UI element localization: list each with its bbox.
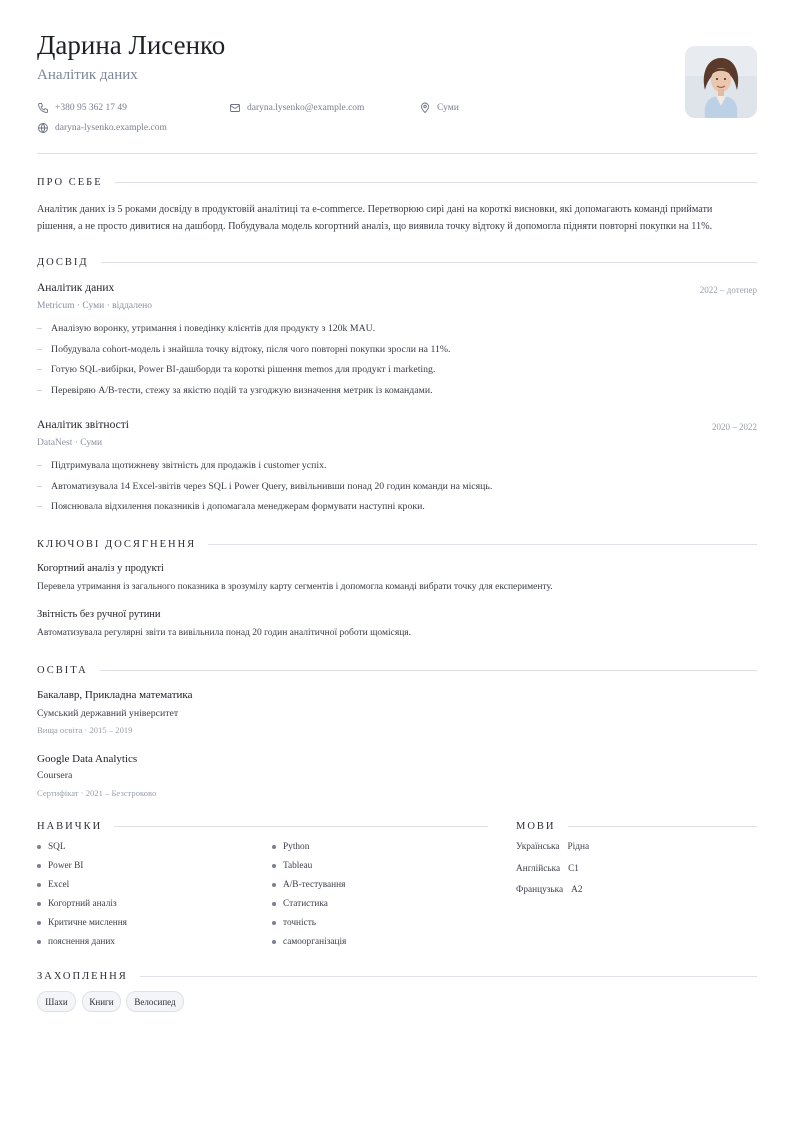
- person-name: Дарина Лисенко: [37, 30, 226, 60]
- job-role: Аналітик даних: [37, 67, 138, 83]
- resume-page: [37, 0, 757, 1007]
- skill-item: пояснення даних: [37, 937, 115, 947]
- profile-photo: [685, 46, 757, 118]
- skill-item: Критичне мислення: [37, 918, 127, 928]
- job-bullet: – Підтримувала щотижневу звітність для продажів і customer успіх.: [37, 460, 327, 471]
- phone-icon: [37, 102, 49, 114]
- summary-line: рішення, а не просто дивитися на дашборд. Побудувала модель когортний аналіз, що виявила точку відтоку й допомогла підняти повторні покупки на 11%.: [37, 220, 713, 232]
- job-bullet: – Пояснювала відхилення показників і допомагала менеджерам формувати наступні кроки.: [37, 501, 425, 512]
- resume-header: [37, 0, 757, 153]
- location-text: Суми: [437, 103, 459, 113]
- contact-phone: [37, 102, 127, 114]
- skill-item: A/B-тестування: [272, 880, 345, 890]
- skill-item: точність: [272, 918, 316, 928]
- achievement-text: Автоматизувала регулярні звіти та вивільнила понад 20 годин аналітичної роботи щомісяця.: [37, 628, 412, 638]
- education-title: Бакалавр, Прикладна математика: [37, 689, 193, 701]
- contact-location: [419, 102, 459, 114]
- section-title-experience: [37, 257, 757, 268]
- section-title-text: МОВИ: [516, 821, 556, 832]
- hobby-chip: Велосипед: [126, 991, 184, 1012]
- website-text: daryna-lysenko.example.com: [55, 123, 167, 133]
- job-bullet: – Готую SQL-вибірки, Power BI-дашборди та короткі рішення memos для продукт і marketing.: [37, 364, 436, 375]
- section-title-text: ПРО СЕБЕ: [37, 177, 103, 188]
- achievement-title: Звітність без ручної рутини: [37, 609, 161, 620]
- phone-text: +380 95 362 17 49: [55, 103, 127, 113]
- job-bullet: – Аналізую воронку, утримання і поведінку клієнтів для продукту з 120k MAU.: [37, 323, 376, 334]
- job-date: 2020 – 2022: [712, 422, 757, 432]
- section-title-text: ЗАХОПЛЕННЯ: [37, 971, 128, 982]
- language-item: Французька A2: [516, 885, 583, 895]
- hobby-chip: Шахи: [37, 991, 76, 1012]
- section-title-text: ДОСВІД: [37, 257, 89, 268]
- mail-icon: [229, 102, 241, 114]
- summary-text: [37, 202, 757, 235]
- section-title-achievements: [37, 539, 757, 550]
- email-text: daryna.lysenko@example.com: [247, 103, 365, 113]
- language-item: Англійська C1: [516, 864, 579, 874]
- job-title: Аналітик звітності: [37, 419, 129, 431]
- job-bullet: – Перевіряю A/B-тести, стежу за якістю подій та узгоджую визначення метрик із командами.: [37, 385, 433, 396]
- skill-item: Tableau: [272, 861, 312, 871]
- job-company: Metricum · Суми · віддалено: [37, 301, 152, 311]
- education-meta: Вища освіта · 2015 – 2019: [37, 725, 133, 735]
- contact-email: [229, 102, 364, 114]
- achievement-text: Перевела утримання із загального показника в зрозумілу карту сегментів і допомогла команді вибрати точку для експерименту.: [37, 582, 553, 592]
- job-date: 2022 – дотепер: [699, 285, 757, 295]
- job-title: Аналітик даних: [37, 282, 115, 294]
- education-title: Google Data Analytics: [37, 753, 138, 765]
- education-meta: Сертифікат · 2021 – Безстроково: [37, 788, 157, 798]
- skill-item: SQL: [37, 842, 66, 852]
- location-pin-icon: [419, 102, 431, 114]
- skill-item: Excel: [37, 880, 69, 890]
- globe-icon: [37, 122, 49, 134]
- section-title-skills: [37, 821, 488, 832]
- summary-line: Аналітик даних із 5 роками досвіду в продуктовій аналітиці та e-commerce. Перетворюю сирі дані на короткі висновки, які допомагають команді приймати: [37, 204, 713, 215]
- section-title-text: НАВИЧКИ: [37, 821, 103, 832]
- section-title-languages: [516, 821, 757, 832]
- job-bullet: – Побудувала cohort-модель і знайшла точку відтоку, після чого повторні покупки зросли на 11%.: [37, 344, 451, 355]
- language-item: Українська Рідна: [516, 842, 590, 852]
- section-title-about: [37, 177, 757, 188]
- skill-item: Python: [272, 842, 309, 852]
- hobby-chip: Книги: [82, 991, 121, 1012]
- skill-item: Статистика: [272, 899, 328, 909]
- achievement-title: Когортний аналіз у продукті: [37, 563, 164, 574]
- job-bullet: – Автоматизувала 14 Excel-звітів через SQL і Power Query, вивільнивши понад 20 годин команди на місяць.: [37, 481, 493, 492]
- contact-website: [37, 122, 167, 134]
- section-title-text: ОСВІТА: [37, 665, 88, 676]
- education-org: Coursera: [37, 770, 73, 781]
- job-company: DataNest · Суми: [37, 438, 103, 448]
- section-title-text: КЛЮЧОВІ ДОСЯГНЕННЯ: [37, 539, 197, 550]
- header-divider: [37, 153, 757, 154]
- section-title-hobbies: [37, 971, 757, 982]
- education-org: Сумський державний університет: [37, 708, 179, 719]
- section-title-education: [37, 665, 757, 676]
- skill-item: самоорганізація: [272, 937, 346, 947]
- skill-item: Power BI: [37, 861, 83, 871]
- skill-item: Когортний аналіз: [37, 899, 117, 909]
